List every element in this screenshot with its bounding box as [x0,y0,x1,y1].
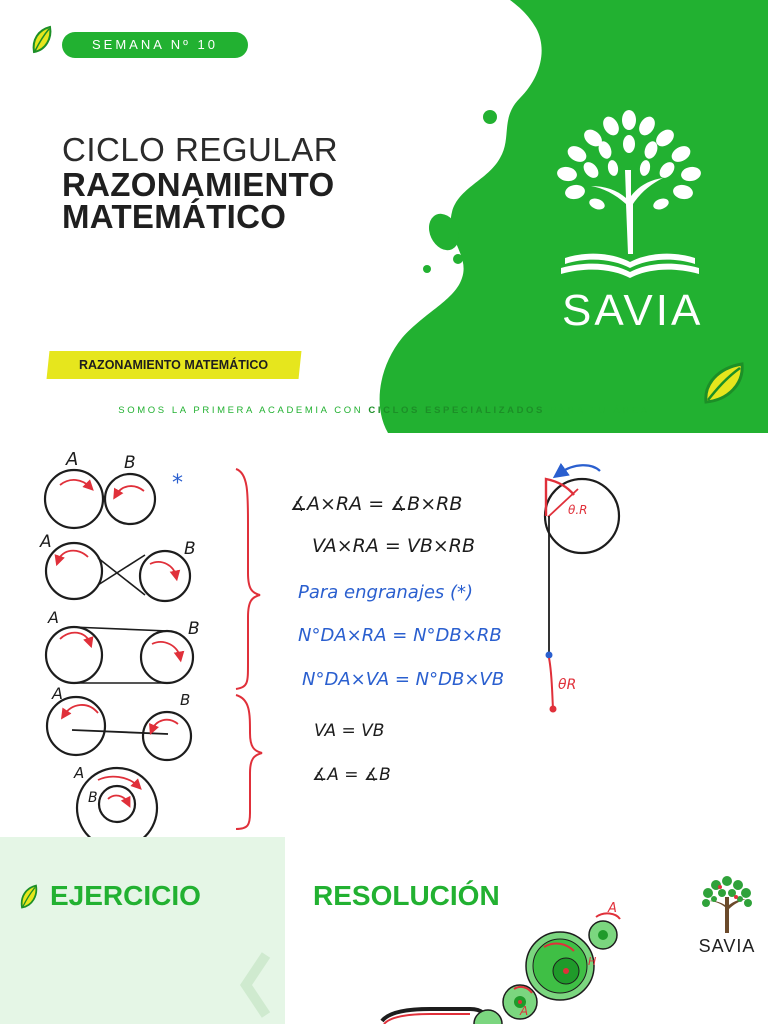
formula-equal-speed: VA = VB [314,721,385,741]
formula-teeth-speed: N°DA×VA = N°DB×VB [302,669,505,690]
diagram-label-a-bottom: A [520,1004,529,1018]
handwritten-notes [0,433,768,837]
pulley-b-2 [140,551,190,601]
week-badge: SEMANA Nº 10 [62,32,248,58]
small-tree-logo [696,873,758,935]
label-b-row1: B [124,453,136,473]
gear-b-1 [105,474,155,524]
exercise-title: EJERCICIO [50,880,201,911]
small-brand-text: SAVIA [698,936,756,956]
label-b-row2: B [184,539,196,559]
diagram-label-a-top: A [608,901,617,916]
formula-teeth-radius: N°DA×RA = N°DB×RB [298,625,502,646]
subject-tag [47,351,302,379]
tagline-start: SOMOS LA PRIMERA ACADEMIA CON [118,405,364,416]
gears-diagram [370,897,650,1024]
note-gears: Para engranajes (*) [298,582,474,603]
diagram-label-h: H [588,955,597,968]
formula-equal-angle: ∡A = ∡B [312,765,391,785]
resolution-title: RESOLUCIÓN [313,880,500,911]
formula-speed-radius: VA×RA = VB×RB [312,535,476,557]
title-cycle: CICLO REGULAR [62,131,339,168]
subject-tag-label: RAZONAMIENTO MATEMÁTICO [79,358,269,372]
exercise-slide [0,837,768,1024]
pendulum-arc-label: θR [558,677,577,693]
brand-logo-text: SAVIA [562,286,704,335]
label-a-row4: A [52,684,63,703]
pulley-a-3 [46,627,102,683]
pulley-b-3 [141,631,193,683]
formula-angle-radius: ∡A×RA = ∡B×RB [290,493,463,515]
leaf-icon-yellow [700,360,748,408]
label-star: * [172,471,183,496]
panel-watermark [236,945,286,1024]
label-b-row4: B [180,691,191,709]
label-b-row3: B [188,619,200,639]
label-a-row5: A [74,764,85,782]
label-b-row5: B [88,790,98,806]
brace-shaft [236,695,262,829]
pendulum-angle-label: θ.R [568,503,588,517]
crossed-belt [98,555,145,595]
title-subject-line1: RAZONAMIENTO [62,166,335,203]
gear-a-1 [45,470,103,528]
title-subject-line2: MATEMÁTICO [62,198,287,235]
tagline [0,405,768,416]
leaf-icon [17,883,41,911]
leaf-icon [30,24,54,56]
label-a-row1: A [66,449,79,470]
label-a-row2: A [40,532,52,552]
tagline-end: PARA TU ÁREA [550,405,650,416]
shaft [72,730,168,734]
inner-wheel-b-5 [99,786,135,822]
label-a-row3: A [48,608,59,627]
brace-gears [236,469,260,689]
title-slide [0,0,768,433]
tree-book-logo [545,108,720,288]
exercise-panel [0,837,285,1024]
tagline-highlight: CICLOS ESPECIALIZADOS [368,405,545,416]
